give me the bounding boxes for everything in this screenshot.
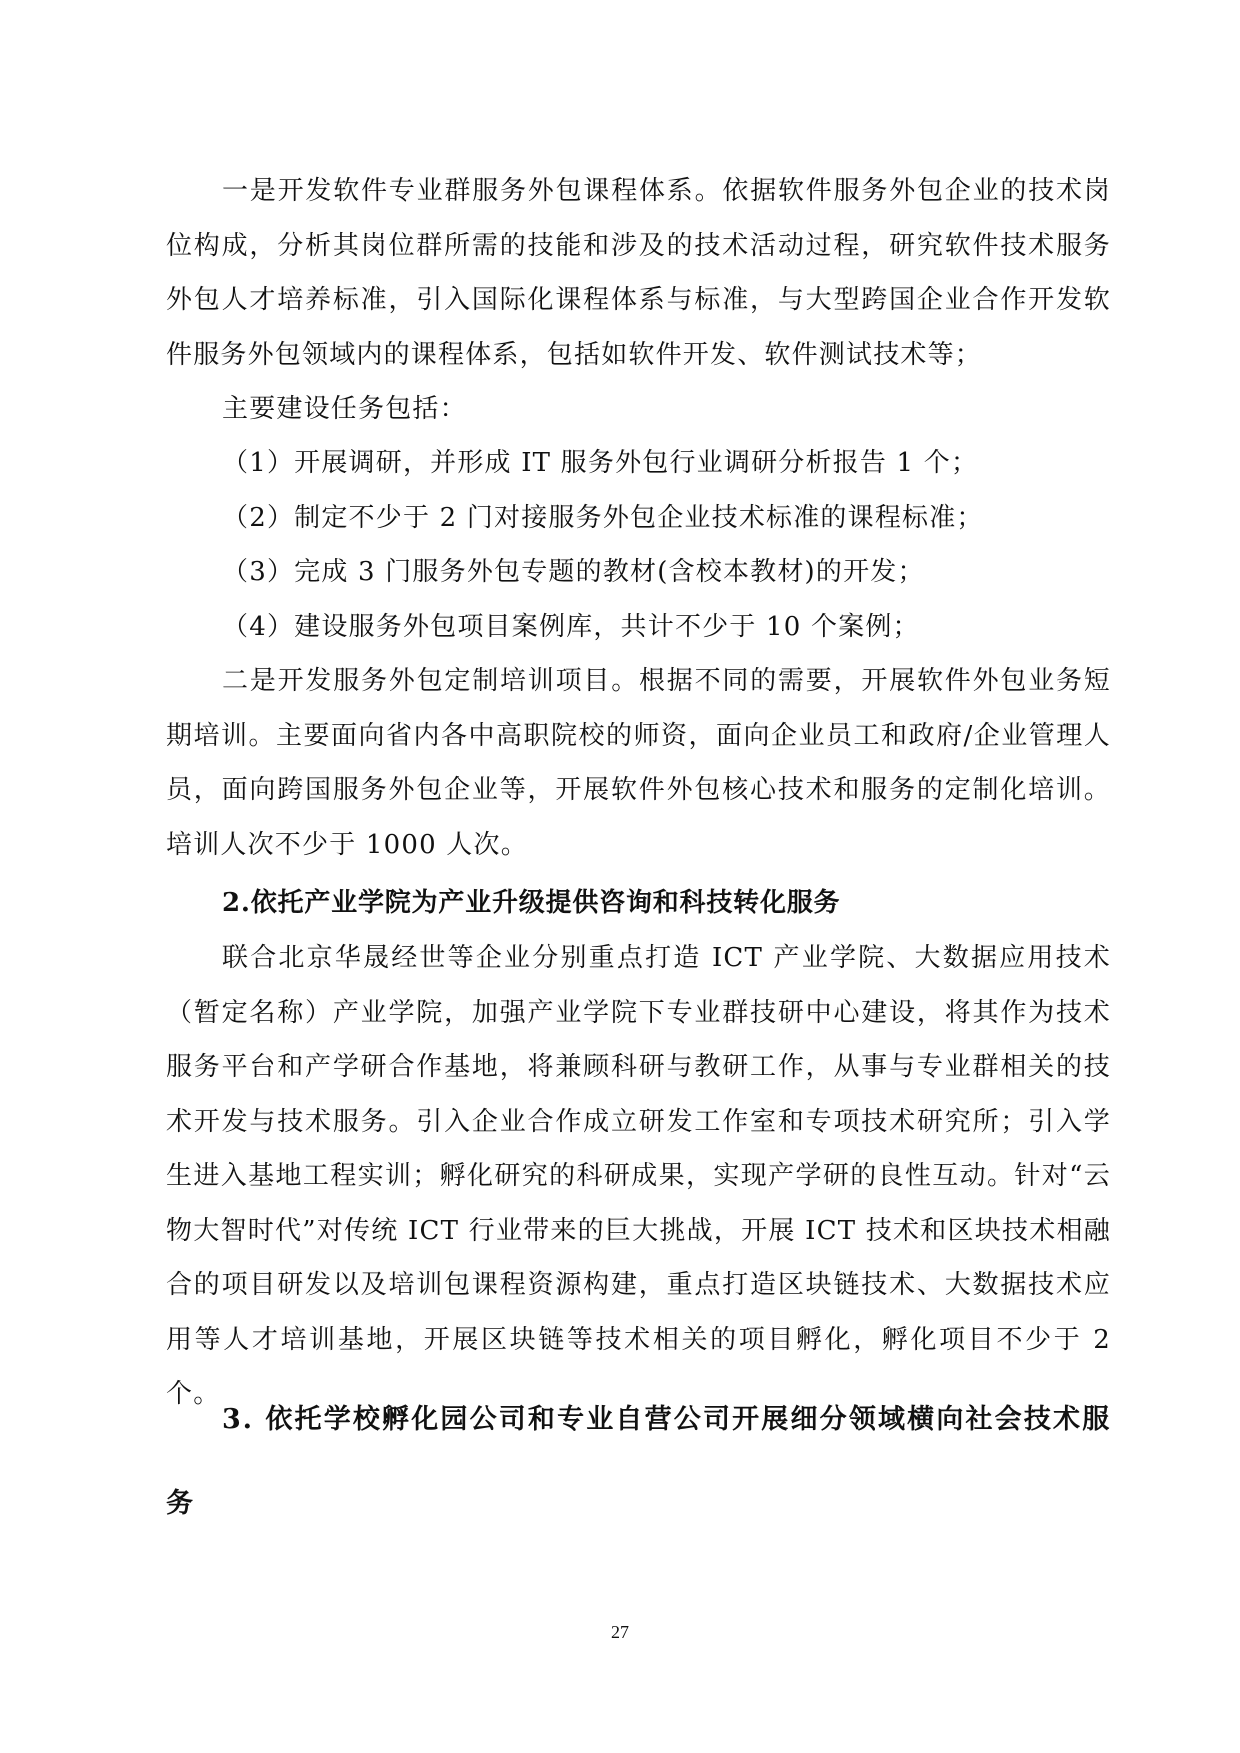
paragraph-industry-college: 联合北京华晟经世等企业分别重点打造 ICT 产业学院、大数据应用技术（暂定名称）产业学院，加强产业学院下专业群技研中心建设，将其作为技术服务平台和产学研合作基地，将兼顾科研与教研工作，从事与专业群相关的技术开发与技术服务。引入企业合作成立研发工作室和专项技术研究所；引入学生进入基地工程实训；孵化研究的科研成果，实现产学研的良性互动。针对“云物大智时代”对传统 ICT 行业带来的巨大挑战，开展 ICT 技术和区块技术相融合的项目研发以及培训包课程资源构建，重点打造区块链技术、大数据技术应用等人才培训基地，开展区块链等技术相关的项目孵化，孵化项目不少于 2 个。 [166, 943, 1111, 1409]
paragraph-course-system: 一是开发软件专业群服务外包课程体系。依据软件服务外包企业的技术岗位构成，分析其岗位群所需的技能和涉及的技术活动过程，研究软件技术服务外包人才培养标准，引入国际化课程体系与标准，与大型跨国企业合作开发软件服务外包领域内的课程体系，包括如软件开发、软件测试技术等； [166, 176, 1111, 370]
paragraph-main-tasks-intro: 主要建设任务包括： [222, 394, 467, 424]
list-item-task-1: （1）开展调研，并形成 IT 服务外包行业调研分析报告 1 个； [222, 448, 979, 478]
list-item-task-4: （4）建设服务外包项目案例库，共计不少于 10 个案例； [222, 612, 920, 642]
page-number: 27 [611, 1622, 629, 1642]
list-item-task-3: （3）完成 3 门服务外包专题的教材(含校本教材)的开发； [222, 557, 925, 587]
list-item-task-2: （2）制定不少于 2 门对接服务外包企业技术标准的课程标准； [222, 503, 984, 533]
paragraph-training-projects: 二是开发服务外包定制培训项目。根据不同的需要，开展软件外包业务短期培训。主要面向省内各中高职院校的师资，面向企业员工和政府/企业管理人员，面向跨国服务外包企业等，开展软件外包核心技术和服务的定制化培训。培训人次不少于 1000 人次。 [166, 666, 1111, 860]
section-heading-2: 2.依托产业学院为产业升级提供咨询和科技转化服务 [222, 888, 841, 918]
section-heading-3: 3. 依托学校孵化园公司和专业自营公司开展细分领域横向社会技术服务 [166, 1404, 1111, 1519]
